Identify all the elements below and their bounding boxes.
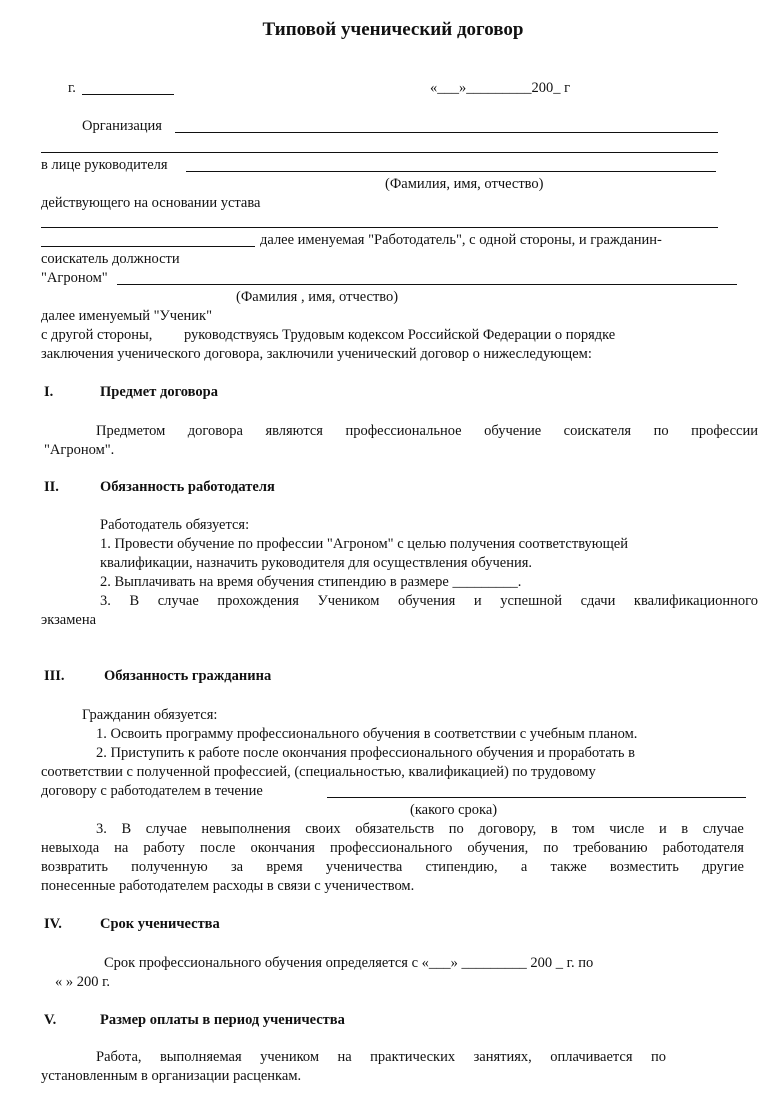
- student-ref: далее именуемый "Ученик": [41, 308, 212, 324]
- word: прохождения: [217, 593, 299, 609]
- word: Предметом: [96, 423, 166, 439]
- word: договору,: [478, 821, 537, 837]
- word: 3.: [100, 593, 111, 609]
- city-label: г.: [68, 80, 76, 96]
- word: время: [266, 859, 303, 875]
- section-3-line-2: 1. Освоить программу профессионального обучения в соответствии с учебным планом.: [96, 726, 638, 742]
- section-3-line-4: соответствии с полученной профессией, (специальностью, квалификацией) по трудовому: [41, 764, 596, 780]
- section-2-title: Обязанность работодателя: [100, 479, 275, 495]
- section-3-number: III.: [44, 668, 65, 684]
- word: занятиях,: [473, 1049, 532, 1065]
- section-2-line-5: [100, 594, 758, 609]
- section-4-number: IV.: [44, 916, 62, 932]
- word: полученную: [131, 859, 208, 875]
- word: ученичества: [325, 859, 403, 875]
- word: сдачи: [580, 593, 616, 609]
- word: возвратить: [41, 859, 108, 875]
- section-5-title: Размер оплаты в период ученичества: [100, 1012, 345, 1028]
- word: в: [681, 821, 689, 837]
- word: являются: [265, 423, 323, 439]
- word: также: [550, 859, 587, 875]
- word: в: [550, 821, 558, 837]
- word: том: [572, 821, 595, 837]
- word: невыполнения: [201, 821, 291, 837]
- section-3-line-3: 2. Приступить к работе после окончания профессионального обучения и проработать в: [96, 745, 635, 761]
- word: по: [448, 821, 464, 837]
- word: обучения: [398, 593, 456, 609]
- city-blank: [82, 94, 174, 95]
- head-hint: (Фамилия, имя, отчество): [385, 176, 544, 192]
- section-3-line-1: Гражданин обязуется:: [82, 707, 218, 723]
- word: обучение: [484, 423, 542, 439]
- word: по: [543, 840, 559, 856]
- section-4-line-2: « » 200 г.: [55, 974, 111, 990]
- word: обучения,: [467, 840, 529, 856]
- word: стипендию,: [425, 859, 498, 875]
- section-3-line-9: [41, 860, 744, 875]
- section-4-title: Срок ученичества: [100, 916, 220, 932]
- section-1-number: I.: [44, 384, 54, 400]
- word: окончания: [250, 840, 315, 856]
- word: В: [129, 593, 140, 609]
- section-2-line-6: экзамена: [41, 612, 97, 628]
- applicant-hint: (Фамилия , имя, отчество): [236, 289, 399, 305]
- section-4-line-1: Срок профессионального обучения определяется с «___» _________ 200 _ г. по: [104, 955, 594, 971]
- word: требованию: [573, 840, 648, 856]
- word: работу: [143, 840, 185, 856]
- section-3-line-5: договору с работодателем в течение: [41, 783, 263, 799]
- word: квалификационного: [633, 593, 758, 609]
- word: случае: [702, 821, 744, 837]
- word: профессиональное: [345, 423, 462, 439]
- concluded-text: заключения ученического договора, заключили ученический договор о нижеследующем:: [41, 346, 592, 362]
- word: после: [199, 840, 236, 856]
- section-1-title: Предмет договора: [100, 384, 218, 400]
- word: случае: [145, 821, 187, 837]
- section-3-line-8: [41, 841, 744, 856]
- date-template: «___»_________200_ г: [430, 80, 571, 96]
- acting-basis: действующего на основании устава: [41, 195, 261, 211]
- applicant-position: соискатель должности: [41, 251, 180, 267]
- word: и: [473, 593, 482, 609]
- section-5-line-2: установленным в организации расценкам.: [41, 1068, 302, 1084]
- section-5-line-1: [96, 1050, 666, 1065]
- word: невыхода: [41, 840, 100, 856]
- other-side-b: руководствуясь Трудовым кодексом Российской Федерации о порядке: [184, 327, 616, 343]
- word: а: [520, 859, 528, 875]
- agronomist-label: "Агроном": [41, 270, 108, 286]
- word: учеником: [260, 1049, 320, 1065]
- word: В: [121, 821, 132, 837]
- organization-blank-2: [41, 152, 718, 153]
- word: выполняемая: [159, 1049, 242, 1065]
- word: числе: [609, 821, 645, 837]
- word: профессии: [691, 423, 758, 439]
- employer-blank: [41, 246, 255, 247]
- section-2-line-3: квалификации, назначить руководителя для осуществления обучения.: [100, 555, 533, 571]
- word: Работа,: [96, 1049, 142, 1065]
- head-label: в лице руководителя: [41, 157, 168, 173]
- word: случае: [157, 593, 199, 609]
- word: другие: [702, 859, 744, 875]
- word: по: [653, 423, 669, 439]
- section-3-title: Обязанность гражданина: [104, 668, 272, 684]
- section-2-number: II.: [44, 479, 59, 495]
- organization-label: Организация: [82, 118, 162, 134]
- head-blank: [186, 171, 716, 172]
- word: своих: [305, 821, 341, 837]
- section-1-line-1: [96, 424, 758, 439]
- applicant-blank: [117, 284, 737, 285]
- section-3-line-7: [96, 822, 744, 837]
- term-blank: [327, 797, 746, 798]
- section-2-line-1: Работодатель обязуется:: [100, 517, 250, 533]
- document-title: Типовой ученический договор: [262, 19, 524, 40]
- word: на: [337, 1049, 352, 1065]
- word: успешной: [500, 593, 563, 609]
- organization-blank: [175, 132, 718, 133]
- word: Учеником: [317, 593, 380, 609]
- section-3-line-10: понесенные работодателем расходы в связи с ученичеством.: [41, 878, 415, 894]
- word: по: [650, 1049, 666, 1065]
- section-5-number: V.: [44, 1012, 57, 1028]
- word: практических: [370, 1049, 456, 1065]
- word: договора: [187, 423, 243, 439]
- section-2-line-4: 2. Выплачивать на время обучения стипендию в размере _________.: [100, 574, 522, 590]
- word: работодателя: [662, 840, 744, 856]
- section-2-line-2: 1. Провести обучение по профессии "Агроном" с целью получения соответствующей: [100, 536, 628, 552]
- word: и: [658, 821, 667, 837]
- section-1-line-2: "Агроном".: [44, 442, 115, 458]
- word: профессионального: [330, 840, 453, 856]
- word: соискателя: [563, 423, 632, 439]
- word: оплачивается: [550, 1049, 633, 1065]
- word: обязательств: [355, 821, 435, 837]
- employer-ref: далее именуемая "Работодатель", с одной стороны, и гражданин-: [260, 232, 662, 248]
- word: 3.: [96, 821, 107, 837]
- other-side-a: с другой стороны,: [41, 327, 153, 343]
- word: возместить: [609, 859, 679, 875]
- basis-blank: [41, 227, 718, 228]
- word: за: [230, 859, 244, 875]
- word: на: [114, 840, 129, 856]
- section-3-line-6: (какого срока): [410, 802, 498, 818]
